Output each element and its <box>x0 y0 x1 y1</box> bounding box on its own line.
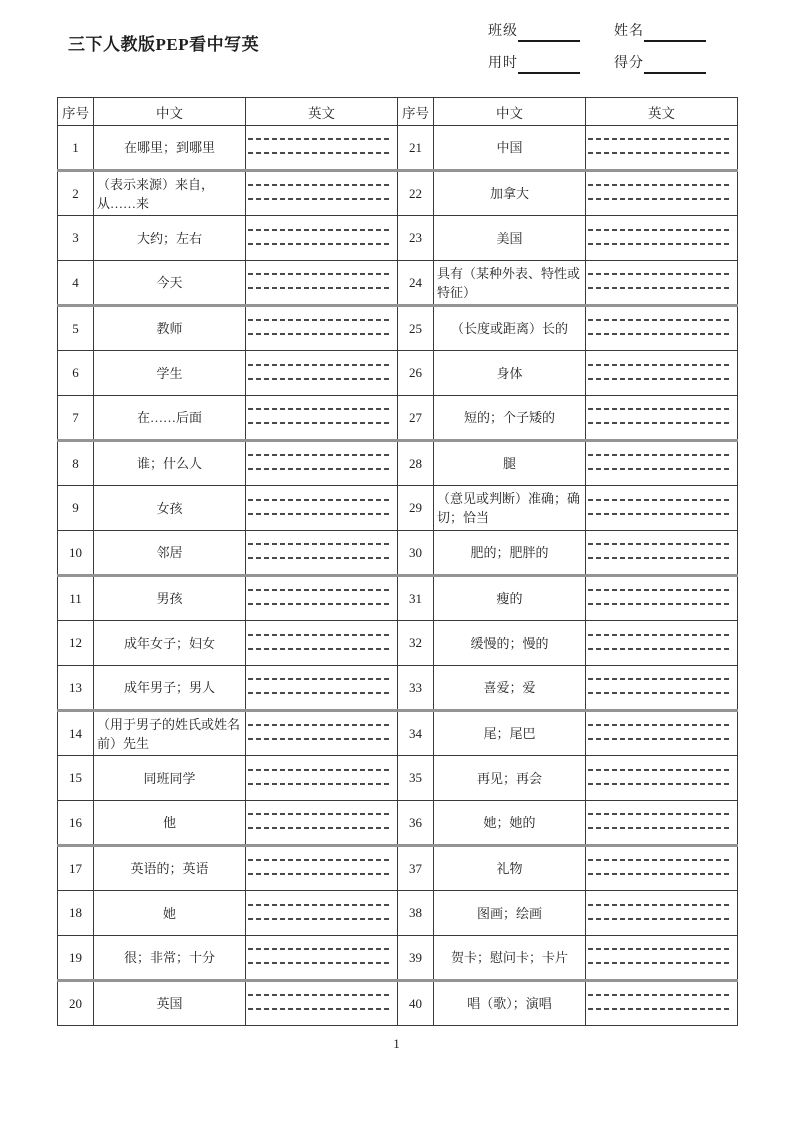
row-number-cell: 25 <box>398 306 434 351</box>
chinese-cell: 中国 <box>434 126 586 171</box>
table-row <box>58 756 738 801</box>
english-writing-cell[interactable] <box>586 891 738 936</box>
writing-line <box>248 319 392 321</box>
table-row <box>58 711 738 756</box>
writing-line <box>588 994 732 996</box>
row-number-cell: 17 <box>58 846 94 891</box>
chinese-cell: 同班同学 <box>94 756 246 801</box>
row-number-cell: 37 <box>398 846 434 891</box>
writing-line <box>588 603 732 605</box>
time-field-blank[interactable] <box>518 57 580 74</box>
info-fields-row-2 <box>488 54 706 74</box>
english-writing-cell[interactable] <box>586 216 738 261</box>
english-writing-cell[interactable] <box>246 486 398 531</box>
row-number-cell: 12 <box>58 621 94 666</box>
name-field <box>614 22 706 42</box>
writing-line <box>588 468 732 470</box>
table-row <box>58 846 738 891</box>
writing-line <box>588 287 732 289</box>
chinese-cell: 英语的；英语 <box>94 846 246 891</box>
writing-line <box>248 918 392 920</box>
writing-line <box>248 634 392 636</box>
table-row <box>58 306 738 351</box>
writing-line <box>588 678 732 680</box>
table-row <box>58 126 738 171</box>
english-writing-cell[interactable] <box>246 981 398 1026</box>
vocab-table <box>57 97 738 1026</box>
english-writing-cell[interactable] <box>586 306 738 351</box>
table-row <box>58 621 738 666</box>
page-title: 三下人教版PEP看中写英 <box>68 35 260 54</box>
english-writing-cell[interactable] <box>586 756 738 801</box>
english-writing-cell[interactable] <box>246 441 398 486</box>
row-number-cell: 4 <box>58 261 94 306</box>
english-writing-cell[interactable] <box>246 261 398 306</box>
writing-line <box>588 273 732 275</box>
english-writing-cell[interactable] <box>246 351 398 396</box>
row-number-cell: 34 <box>398 711 434 756</box>
row-number-cell: 40 <box>398 981 434 1026</box>
table-row <box>58 666 738 711</box>
row-number-cell: 33 <box>398 666 434 711</box>
score-field <box>614 54 706 74</box>
col-header-chinese: 中文 <box>94 98 246 126</box>
writing-line <box>588 319 732 321</box>
row-number-cell: 6 <box>58 351 94 396</box>
english-writing-cell[interactable] <box>246 171 398 216</box>
writing-line <box>588 783 732 785</box>
writing-line <box>588 692 732 694</box>
writing-line <box>248 994 392 996</box>
english-writing-cell[interactable] <box>586 621 738 666</box>
row-number-cell: 22 <box>398 171 434 216</box>
english-writing-cell[interactable] <box>586 126 738 171</box>
writing-line <box>248 962 392 964</box>
writing-line <box>248 1008 392 1010</box>
writing-line <box>248 904 392 906</box>
chinese-cell: 成年女子；妇女 <box>94 621 246 666</box>
writing-line <box>248 152 392 154</box>
table-row <box>58 351 738 396</box>
chinese-cell: 在……后面 <box>94 396 246 441</box>
writing-line <box>248 738 392 740</box>
writing-line <box>248 603 392 605</box>
chinese-cell: 加拿大 <box>434 171 586 216</box>
row-number-cell: 1 <box>58 126 94 171</box>
row-number-cell: 3 <box>58 216 94 261</box>
class-field <box>488 22 580 42</box>
row-number-cell: 9 <box>58 486 94 531</box>
writing-line <box>248 408 392 410</box>
table-row <box>58 981 738 1026</box>
chinese-cell: 她；她的 <box>434 801 586 846</box>
chinese-cell: （长度或距离）长的 <box>434 306 586 351</box>
writing-line <box>248 769 392 771</box>
col-header-english: 英文 <box>246 98 398 126</box>
writing-line <box>248 783 392 785</box>
chinese-cell: 学生 <box>94 351 246 396</box>
chinese-cell: 身体 <box>434 351 586 396</box>
writing-line <box>588 918 732 920</box>
row-number-cell: 13 <box>58 666 94 711</box>
english-writing-cell[interactable] <box>246 306 398 351</box>
writing-line <box>588 378 732 380</box>
writing-line <box>588 1008 732 1010</box>
name-field-blank[interactable] <box>644 25 706 42</box>
info-fields <box>488 22 706 86</box>
row-number-cell: 7 <box>58 396 94 441</box>
english-writing-cell[interactable] <box>586 846 738 891</box>
col-header-no: 序号 <box>58 98 94 126</box>
row-number-cell: 36 <box>398 801 434 846</box>
writing-line <box>588 962 732 964</box>
writing-line <box>248 859 392 861</box>
score-field-blank[interactable] <box>644 57 706 74</box>
vocab-table-body <box>58 126 738 1026</box>
chinese-cell: 肥的；肥胖的 <box>434 531 586 576</box>
writing-line <box>588 184 732 186</box>
chinese-cell: （表示来源）来自，从……来 <box>94 171 246 216</box>
english-writing-cell[interactable] <box>246 846 398 891</box>
writing-line <box>588 513 732 515</box>
writing-line <box>248 873 392 875</box>
writing-line <box>248 138 392 140</box>
writing-line <box>248 948 392 950</box>
chinese-cell: 男孩 <box>94 576 246 621</box>
row-number-cell: 5 <box>58 306 94 351</box>
row-number-cell: 32 <box>398 621 434 666</box>
writing-line <box>248 678 392 680</box>
writing-line <box>588 724 732 726</box>
chinese-cell: 缓慢的；慢的 <box>434 621 586 666</box>
col-header-english: 英文 <box>586 98 738 126</box>
class-field-label: 班级 <box>488 24 518 39</box>
row-number-cell: 2 <box>58 171 94 216</box>
chinese-cell: 他 <box>94 801 246 846</box>
row-number-cell: 24 <box>398 261 434 306</box>
chinese-cell: 英国 <box>94 981 246 1026</box>
writing-line <box>248 813 392 815</box>
row-number-cell: 31 <box>398 576 434 621</box>
english-writing-cell[interactable] <box>246 711 398 756</box>
chinese-cell: 短的；个子矮的 <box>434 396 586 441</box>
english-writing-cell[interactable] <box>586 531 738 576</box>
writing-line <box>588 557 732 559</box>
writing-line <box>588 198 732 200</box>
table-row <box>58 576 738 621</box>
english-writing-cell[interactable] <box>586 666 738 711</box>
chinese-cell: 美国 <box>434 216 586 261</box>
english-writing-cell[interactable] <box>246 756 398 801</box>
table-row <box>58 171 738 216</box>
vocab-table-header <box>58 98 738 126</box>
english-writing-cell[interactable] <box>586 711 738 756</box>
writing-line <box>248 243 392 245</box>
writing-line <box>248 364 392 366</box>
chinese-cell: 在哪里；到哪里 <box>94 126 246 171</box>
writing-line <box>248 378 392 380</box>
writing-line <box>588 589 732 591</box>
chinese-cell: 图画；绘画 <box>434 891 586 936</box>
writing-line <box>248 827 392 829</box>
chinese-cell: 邻居 <box>94 531 246 576</box>
writing-line <box>248 589 392 591</box>
chinese-cell: 今天 <box>94 261 246 306</box>
english-writing-cell[interactable] <box>246 666 398 711</box>
row-number-cell: 10 <box>58 531 94 576</box>
col-header-no: 序号 <box>398 98 434 126</box>
writing-line <box>248 692 392 694</box>
chinese-cell: 唱（歌）；演唱 <box>434 981 586 1026</box>
chinese-cell: 腿 <box>434 441 586 486</box>
writing-line <box>588 859 732 861</box>
info-fields-row-1 <box>488 22 706 42</box>
row-number-cell: 21 <box>398 126 434 171</box>
class-field-blank[interactable] <box>518 25 580 42</box>
writing-line <box>588 152 732 154</box>
english-writing-cell[interactable] <box>586 396 738 441</box>
row-number-cell: 27 <box>398 396 434 441</box>
name-field-label: 姓名 <box>614 24 644 39</box>
writing-line <box>248 333 392 335</box>
english-writing-cell[interactable] <box>586 486 738 531</box>
english-writing-cell[interactable] <box>246 801 398 846</box>
row-number-cell: 18 <box>58 891 94 936</box>
writing-line <box>588 948 732 950</box>
writing-line <box>588 333 732 335</box>
writing-line <box>248 499 392 501</box>
writing-line <box>588 138 732 140</box>
row-number-cell: 19 <box>58 936 94 981</box>
table-row <box>58 396 738 441</box>
row-number-cell: 28 <box>398 441 434 486</box>
writing-line <box>588 738 732 740</box>
row-number-cell: 35 <box>398 756 434 801</box>
table-row <box>58 486 738 531</box>
english-writing-cell[interactable] <box>586 576 738 621</box>
writing-line <box>248 543 392 545</box>
table-row <box>58 891 738 936</box>
writing-line <box>248 229 392 231</box>
writing-line <box>588 648 732 650</box>
chinese-cell: 瘦的 <box>434 576 586 621</box>
english-writing-cell[interactable] <box>586 441 738 486</box>
row-number-cell: 38 <box>398 891 434 936</box>
chinese-cell: （意见或判断）准确；确切；恰当 <box>434 486 586 531</box>
writing-line <box>588 813 732 815</box>
page-number: 1 <box>393 1036 400 1051</box>
writing-line <box>248 184 392 186</box>
english-writing-cell[interactable] <box>246 396 398 441</box>
writing-line <box>248 422 392 424</box>
table-row <box>58 801 738 846</box>
row-number-cell: 14 <box>58 711 94 756</box>
writing-line <box>588 408 732 410</box>
writing-line <box>248 468 392 470</box>
english-writing-cell[interactable] <box>586 171 738 216</box>
writing-line <box>248 454 392 456</box>
writing-line <box>588 769 732 771</box>
writing-line <box>588 454 732 456</box>
row-number-cell: 39 <box>398 936 434 981</box>
chinese-cell: （用于男子的姓氏或姓名前）先生 <box>94 711 246 756</box>
english-writing-cell[interactable] <box>246 936 398 981</box>
time-field-label: 用时 <box>488 56 518 71</box>
english-writing-cell[interactable] <box>246 621 398 666</box>
row-number-cell: 11 <box>58 576 94 621</box>
row-number-cell: 16 <box>58 801 94 846</box>
row-number-cell: 26 <box>398 351 434 396</box>
row-number-cell: 20 <box>58 981 94 1026</box>
writing-line <box>588 827 732 829</box>
chinese-cell: 大约；左右 <box>94 216 246 261</box>
english-writing-cell[interactable] <box>586 981 738 1026</box>
writing-line <box>248 648 392 650</box>
writing-line <box>248 273 392 275</box>
table-row <box>58 261 738 306</box>
col-header-chinese: 中文 <box>434 98 586 126</box>
writing-line <box>588 422 732 424</box>
writing-line <box>588 634 732 636</box>
writing-line <box>248 513 392 515</box>
chinese-cell: 谁；什么人 <box>94 441 246 486</box>
english-writing-cell[interactable] <box>246 531 398 576</box>
writing-line <box>248 198 392 200</box>
table-row <box>58 936 738 981</box>
writing-line <box>588 364 732 366</box>
english-writing-cell[interactable] <box>586 261 738 306</box>
english-writing-cell[interactable] <box>246 576 398 621</box>
english-writing-cell[interactable] <box>246 126 398 171</box>
row-number-cell: 29 <box>398 486 434 531</box>
writing-line <box>588 229 732 231</box>
table-row <box>58 531 738 576</box>
chinese-cell: 教师 <box>94 306 246 351</box>
chinese-cell: 成年男子；男人 <box>94 666 246 711</box>
chinese-cell: 她 <box>94 891 246 936</box>
row-number-cell: 30 <box>398 531 434 576</box>
writing-line <box>248 724 392 726</box>
score-field-label: 得分 <box>614 56 644 71</box>
chinese-cell: 礼物 <box>434 846 586 891</box>
english-writing-cell[interactable] <box>246 216 398 261</box>
row-number-cell: 8 <box>58 441 94 486</box>
english-writing-cell[interactable] <box>586 801 738 846</box>
english-writing-cell[interactable] <box>586 936 738 981</box>
chinese-cell: 尾；尾巴 <box>434 711 586 756</box>
row-number-cell: 23 <box>398 216 434 261</box>
chinese-cell: 很；非常；十分 <box>94 936 246 981</box>
time-field <box>488 54 580 74</box>
english-writing-cell[interactable] <box>586 351 738 396</box>
row-number-cell: 15 <box>58 756 94 801</box>
chinese-cell: 喜爱；爱 <box>434 666 586 711</box>
writing-line <box>588 543 732 545</box>
table-row <box>58 441 738 486</box>
chinese-cell: 女孩 <box>94 486 246 531</box>
table-row <box>58 216 738 261</box>
english-writing-cell[interactable] <box>246 891 398 936</box>
writing-line <box>588 904 732 906</box>
chinese-cell: 具有（某种外表、特性或特征） <box>434 261 586 306</box>
chinese-cell: 贺卡；慰问卡；卡片 <box>434 936 586 981</box>
writing-line <box>248 287 392 289</box>
writing-line <box>588 243 732 245</box>
writing-line <box>588 873 732 875</box>
chinese-cell: 再见；再会 <box>434 756 586 801</box>
writing-line <box>248 557 392 559</box>
writing-line <box>588 499 732 501</box>
